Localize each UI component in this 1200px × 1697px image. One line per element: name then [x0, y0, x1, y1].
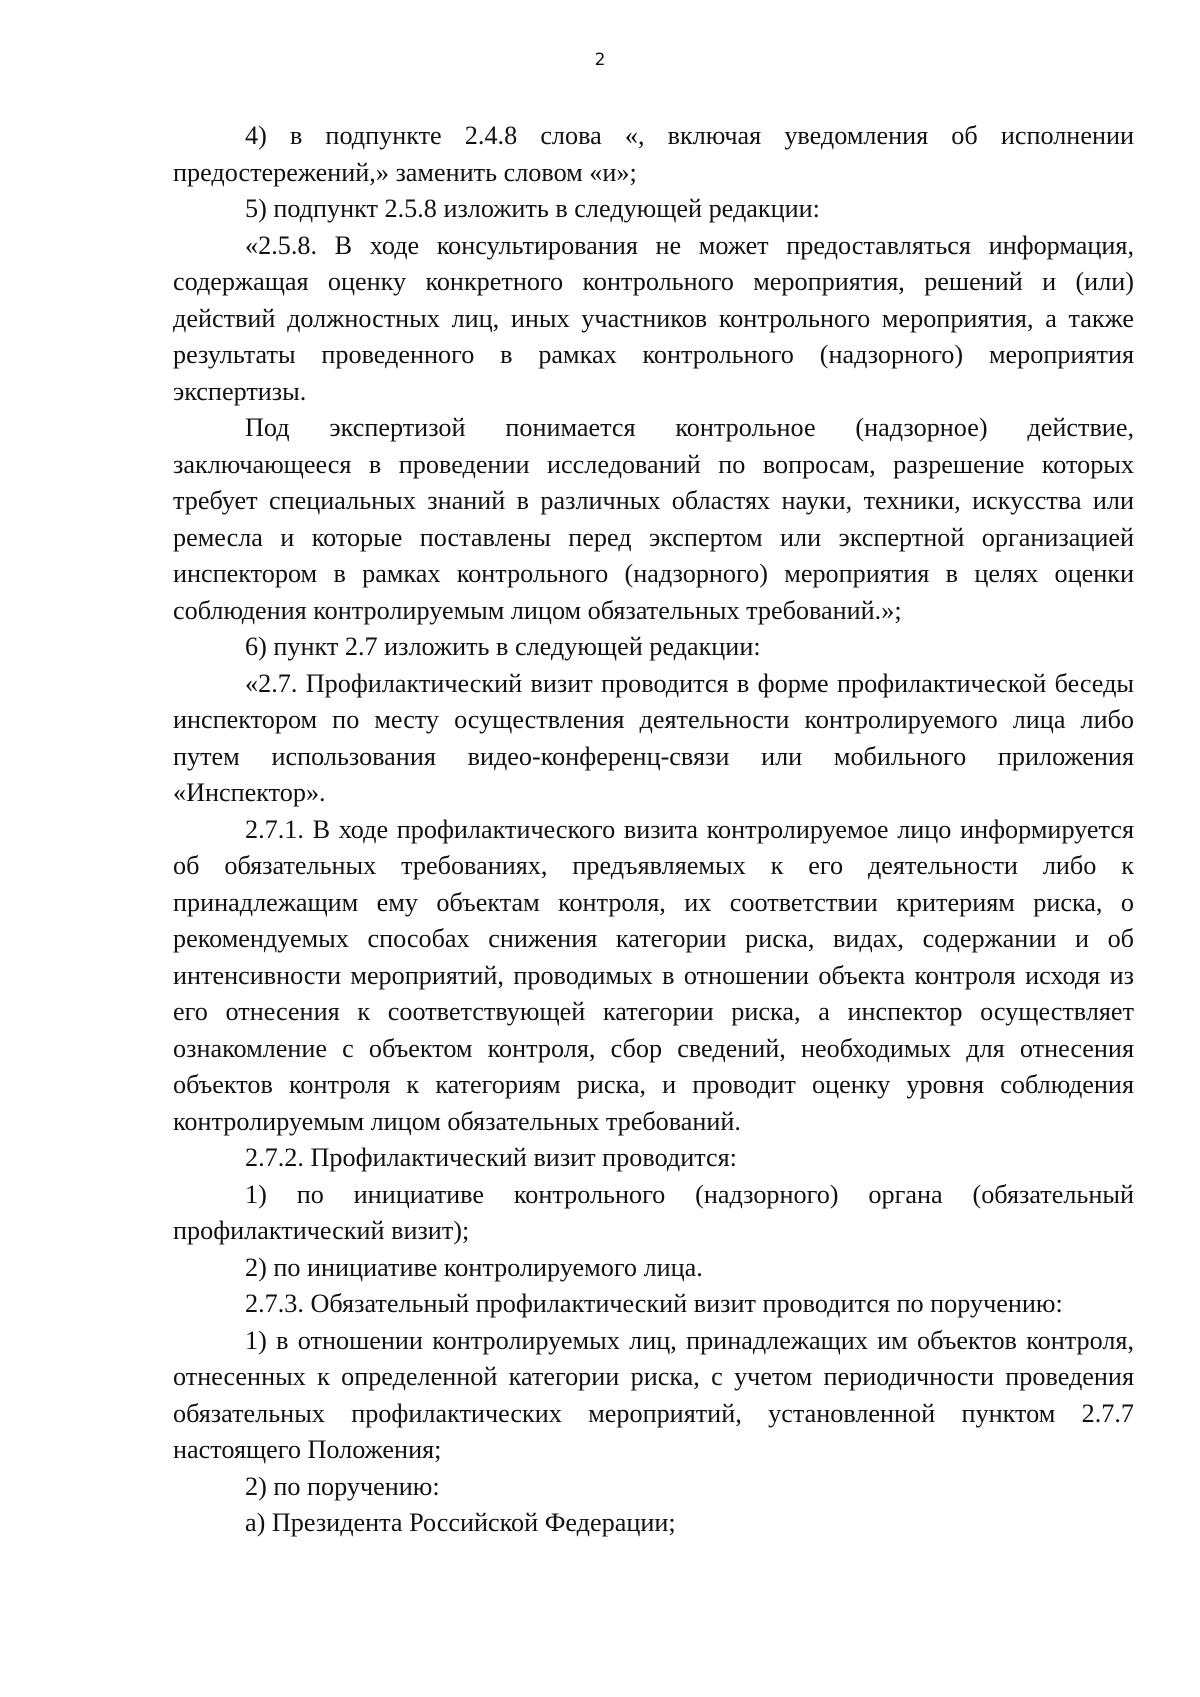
paragraph-expertise-definition: Под экспертизой понимается контрольное (надзорное) действие, заключающееся в проведении исследований по вопросам, разрешение которых требует специальных знаний в различных областях науки, техники, искусства или ремесла и которые поставлены перед экспертом или экспертной организацией инспектором в рамках контрольного (надзорного) мероприятия в целях оценки соблюдения контролируемым лицом обязательных требований.»; — [173, 413, 1134, 625]
paragraph-clause-2-7-2-item-1: 1) по инициативе контрольного (надзорного) органа (обязательный профилактический визит); — [173, 1179, 1134, 1245]
paragraph-clause-2-7-2-item-2: 2) по инициативе контролируемого лица. — [245, 1252, 703, 1282]
paragraph-clause-2-7-3-item-1: 1) в отношении контролируемых лиц, принадлежащих им объектов контроля, отнесенных к определенной категории риска, с учетом периодичности проведения обязательных профилактических мероприятий, установленной пунктом 2.7.7 настоящего Положения; — [173, 1325, 1134, 1464]
paragraph-clause-2-7-3: 2.7.3. Обязательный профилактический визит проводится по поручению: — [245, 1289, 1063, 1318]
paragraph-clause-2-7-3-item-2: 2) по поручению: — [245, 1471, 440, 1501]
paragraph-clause-2-7-1: 2.7.1. В ходе профилактического визита контролируемое лицо информируется об обязательных требованиях, предъявляемых к его деятельности либо к принадлежащим ему объектам контроля, их соответствии критериям риска, о рекомендуемых способах снижения категории риска, видах, содержании и об интенсивности мероприятий, проводимых в отношении объекта контроля исходя из его отнесения к соответствующей категории риска, а инспектор осуществляет ознакомление с объектом контроля, сбор сведений, необходимых для отнесения объектов контроля к категориям риска, и проводит оценку уровня соблюдения контролируемым лицом обязательных требований. — [173, 814, 1134, 1136]
paragraph-clause-2-7: «2.7. Профилактический визит проводится в форме профилактической беседы инспектором по месту осуществления деятельности контролируемого лица либо путем использования видео-конференц-связи или мобильного приложения «Инспектор». — [173, 668, 1134, 807]
paragraph-clause-2-5-8: «2.5.8. В ходе консультирования не может предоставляться информация, содержащая оценку конкретного контрольного мероприятия, решений и (или) действий должностных лиц, иных участников контрольного мероприятия, а также результаты проведенного в рамках контрольного (надзорного) мероприятия экспертизы. — [173, 230, 1134, 406]
paragraph-clause-2-7-3-item-2a: а) Президента Российской Федерации; — [245, 1508, 676, 1537]
paragraph-item-5: 5) подпункт 2.5.8 изложить в следующей редакции: — [245, 194, 820, 223]
page-number: 2 — [594, 50, 606, 70]
document-body — [173, 118, 1134, 1542]
paragraph-item-4: 4) в подпункте 2.4.8 слова «, включая уведомления об исполнении предостережений,» заменить словом «и»; — [173, 121, 1134, 187]
paragraph-clause-2-7-2: 2.7.2. Профилактический визит проводится: — [245, 1143, 737, 1172]
paragraph-item-6: 6) пункт 2.7 изложить в следующей редакции: — [245, 632, 761, 661]
